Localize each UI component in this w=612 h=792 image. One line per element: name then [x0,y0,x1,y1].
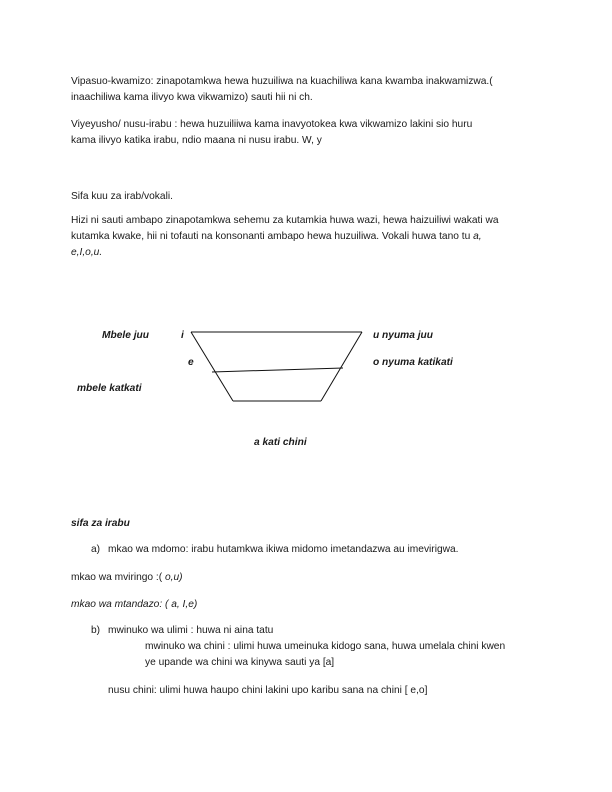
text-run: kutamka kwake, hii ni tofauti na konsonanti ambapo hewa huzuiliwa. Vokali huwa tano tu [71,231,474,242]
sub-line-continuation: ye upande wa chini wa kinywa sauti ya [a] [145,657,335,668]
list-marker-a: a) [91,544,101,555]
right-edge-line [321,332,362,401]
list-item-mkao-wa-mdomo: mkao wa mdomo: irabu hutamkwa ikiwa midomo imetandazwa au imevirigwa. [108,544,459,555]
sub-line-mwinuko-wa-chini: mwinuko wa chini : ulimi huwa umeinuka kidogo sana, huwa umelala chini kwen [145,641,506,652]
vowel-list-italic: e,I,o,u. [71,247,103,258]
label-central-low: a kati chini [254,437,307,448]
mid-line [212,368,343,372]
section-heading-sifa-kuu: Sifa kuu za irab/vokali. [71,191,173,202]
text-run: mkao wa mviringo :( [71,572,163,583]
label-back-mid: o nyuma katikati [373,357,453,368]
line-nusu-chini: nusu chini: ulimi huwa haupo chini lakini upo karibu sana na chini [ e,o] [108,685,428,696]
vowel-e-label: e [188,357,194,368]
list-marker-b: b) [91,625,101,636]
text-line: Vipasuo-kwamizo: zinapotamkwa hewa huzuiliwa na kuachiliwa kana kwamba inakwamizwa.( [71,76,493,87]
text-line: Hizi ni sauti ambapo zinapotamkwa sehemu za kutamkia huwa wazi, hewa haizuiliwi wakati wa [71,215,499,226]
label-front-high: Mbele juu [102,330,149,341]
label-back-high: u nyuma juu [373,330,433,341]
section-heading-sifa-za-irabu: sifa za irabu [71,518,130,529]
text-line: inaachiliwa kama ilivyo kwa vikwamizo) sauti hii ni ch. [71,92,313,103]
vowel-i-label: i [181,330,184,341]
line-mkao-wa-mviringo [71,570,551,586]
text-run-italic: o,u) [162,572,183,583]
label-front-mid: mbele katkati [77,383,142,394]
list-item-mwinuko-wa-ulimi: mwinuko wa ulimi : huwa ni aina tatu [108,625,274,636]
left-edge-line [191,332,233,401]
text-line: kama ilivyo katika irabu, ndio maana ni nusu irabu. W, y [71,135,322,146]
vowel-list-italic: a, [473,231,482,242]
line-mkao-wa-mtandazo: mkao wa mtandazo: ( a, I,e) [71,599,198,610]
text-line: Viyeyusho/ nusu-irabu : hewa huzuiliiwa kama inavyotokea kwa vikwamizo lakini sio huru [71,119,473,130]
